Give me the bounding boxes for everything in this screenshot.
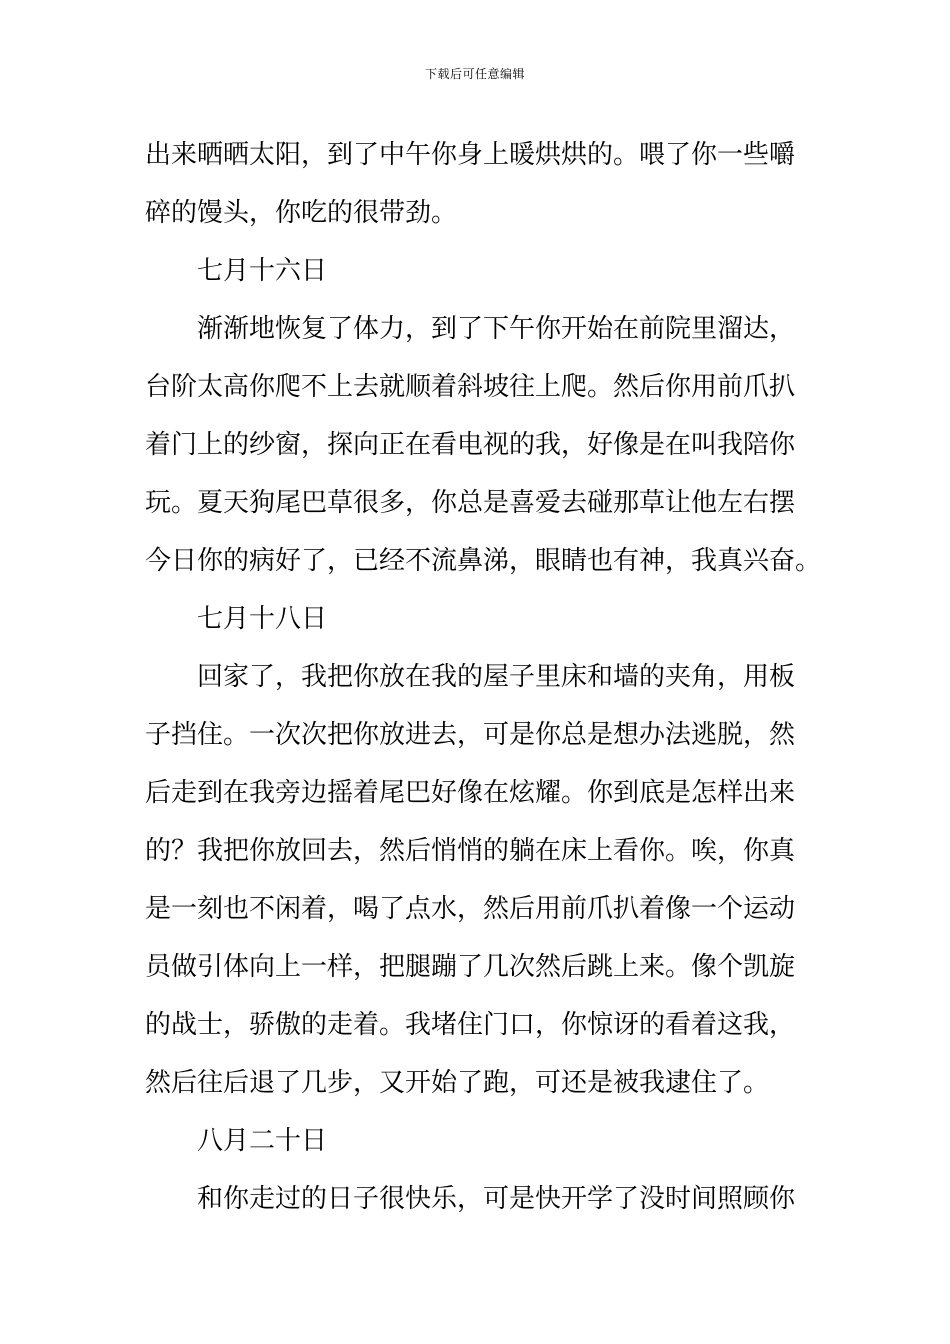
page-header: 下载后可任意编辑 [424,67,525,81]
text-line-11: 子挡住。一次次把你放进去，可是你总是想办法逃脱，然 [145,720,796,750]
text-line-2: 碎的馒头，你吃的很带劲。 [145,198,458,228]
document-body [145,126,822,1228]
text-line-14: 是一刻也不闲着，喝了点水，然后用前爪扒着像一个运动 [145,894,796,924]
text-line-16: 的战士，骄傲的走着。我堵住门口，你惊讶的看着这我， [145,1010,796,1040]
text-line-19: 和你走过的日子很快乐，可是快开学了没时间照顾你 [197,1184,796,1214]
date-heading-aug-20: 八月二十日 [197,1126,328,1156]
text-line-8: 今日你的病好了，已经不流鼻涕，眼睛也有神，我真兴奋。 [145,546,822,576]
text-line-1: 出来晒晒太阳，到了中午你身上暖烘烘的。喂了你一些嚼 [145,140,796,170]
text-line-6: 着门上的纱窗，探向正在看电视的我，好像是在叫我陪你 [145,430,796,460]
date-heading-jul-18: 七月十八日 [197,604,328,634]
date-heading-jul-16: 七月十六日 [197,256,328,286]
text-line-17: 然后往后退了几步，又开始了跑，可还是被我逮住了。 [145,1068,770,1098]
text-line-10: 回家了，我把你放在我的屋子里床和墙的夹角，用板 [197,662,796,692]
text-line-13: 的？我把你放回去，然后悄悄的躺在床上看你。唉，你真 [145,836,796,866]
text-line-12: 后走到在我旁边摇着尾巴好像在炫耀。你到底是怎样出来 [145,778,796,808]
text-line-7: 玩。夏天狗尾巴草很多，你总是喜爱去碰那草让他左右摆 [145,488,796,518]
text-line-4: 渐渐地恢复了体力，到了下午你开始在前院里溜达， [197,314,796,344]
text-line-15: 员做引体向上一样，把腿蹦了几次然后跳上来。像个凯旋 [145,952,796,982]
text-line-5: 台阶太高你爬不上去就顺着斜坡往上爬。然后你用前爪扒 [145,372,796,402]
